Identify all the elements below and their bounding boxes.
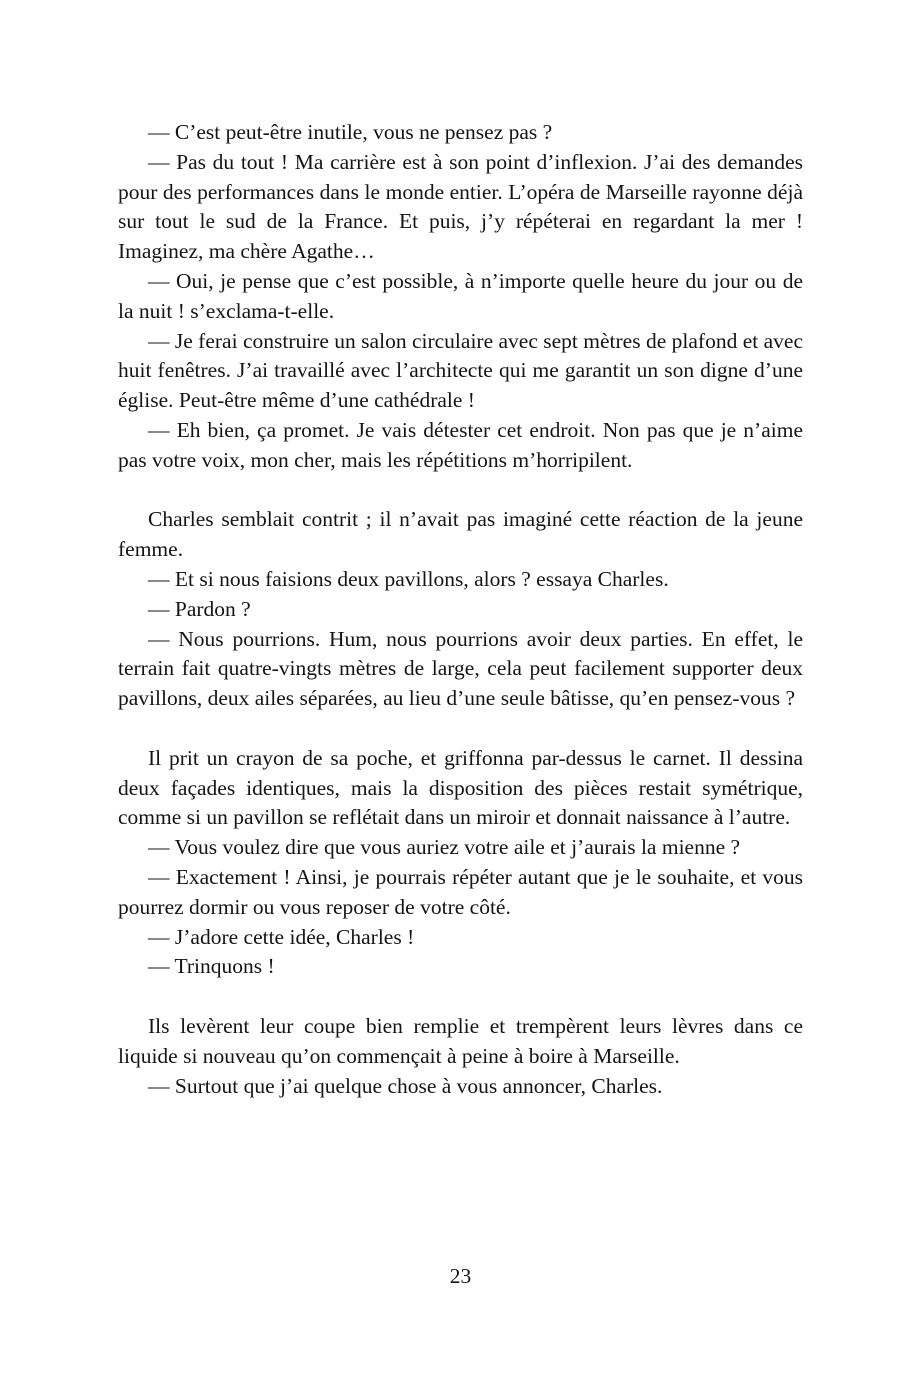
paragraph: — Vous voulez dire que vous auriez votre aile et j’aurais la mienne ? xyxy=(148,835,741,860)
paragraph: Ils levèrent leur coupe bien remplie et trempèrent leurs lèvres dans ce liquide si nouveau qu’on commençait à peine à boire à Marseille. xyxy=(118,1013,803,1068)
paragraph: — Eh bien, ça promet. Je vais détester cet endroit. Non pas que je n’aime pas votre voix, mon cher, mais les répétitions m’horripilent. xyxy=(118,417,803,472)
page-number: 23 xyxy=(449,1264,472,1288)
paragraph: — Exactement ! Ainsi, je pourrais répéter autant que je le souhaite, et vous pourrez dormir ou vous reposer de votre côté. xyxy=(118,864,803,919)
paragraph: Charles semblait contrit ; il n’avait pas imaginé cette réaction de la jeune femme. xyxy=(118,507,803,562)
paragraph: — C’est peut-être inutile, vous ne pensez pas ? xyxy=(148,120,553,144)
paragraph: — Je ferai construire un salon circulaire avec sept mètres de plafond et avec huit fenêtres. J’ai travaillé avec l’architecte qui me garantit un son digne d’une église. Peut-être même d’une cathédrale ! xyxy=(118,328,803,413)
paragraph: — Pardon ? xyxy=(148,596,251,621)
paragraph: Il prit un crayon de sa poche, et griffonna par-dessus le carnet. Il dessina deux façades identiques, mais la disposition des pièces restait symétrique, comme si un pavillon se reflétait dans un miroir et donnait naissance à l’autre. xyxy=(118,745,803,830)
paragraph: — J’adore cette idée, Charles ! xyxy=(148,924,415,949)
paragraph: — Surtout que j’ai quelque chose à vous annoncer, Charles. xyxy=(148,1073,663,1098)
paragraph: — Pas du tout ! Ma carrière est à son point d’inflexion. J’ai des demandes pour des performances dans le monde entier. L’opéra de Marseille rayonne déjà sur tout le sud de la France. Et puis, j’y répéterai en regardant la mer ! Imaginez, ma chère Agathe… xyxy=(118,149,803,264)
body-text xyxy=(118,118,803,1101)
paragraph: — Oui, je pense que c’est possible, à n’importe quelle heure du jour ou de la nuit ! s’exclama-t-elle. xyxy=(118,268,803,323)
paragraph: — Trinquons ! xyxy=(148,954,275,979)
paragraph: — Nous pourrions. Hum, nous pourrions avoir deux parties. En effet, le terrain fait quatre-vingts mètres de large, cela peut facilement supporter deux pavillons, deux ailes séparées, au lieu d’une seule bâtisse, qu’en pensez-vous ? xyxy=(118,626,803,711)
paragraph: — Et si nous faisions deux pavillons, alors ? essaya Charles. xyxy=(148,566,669,591)
